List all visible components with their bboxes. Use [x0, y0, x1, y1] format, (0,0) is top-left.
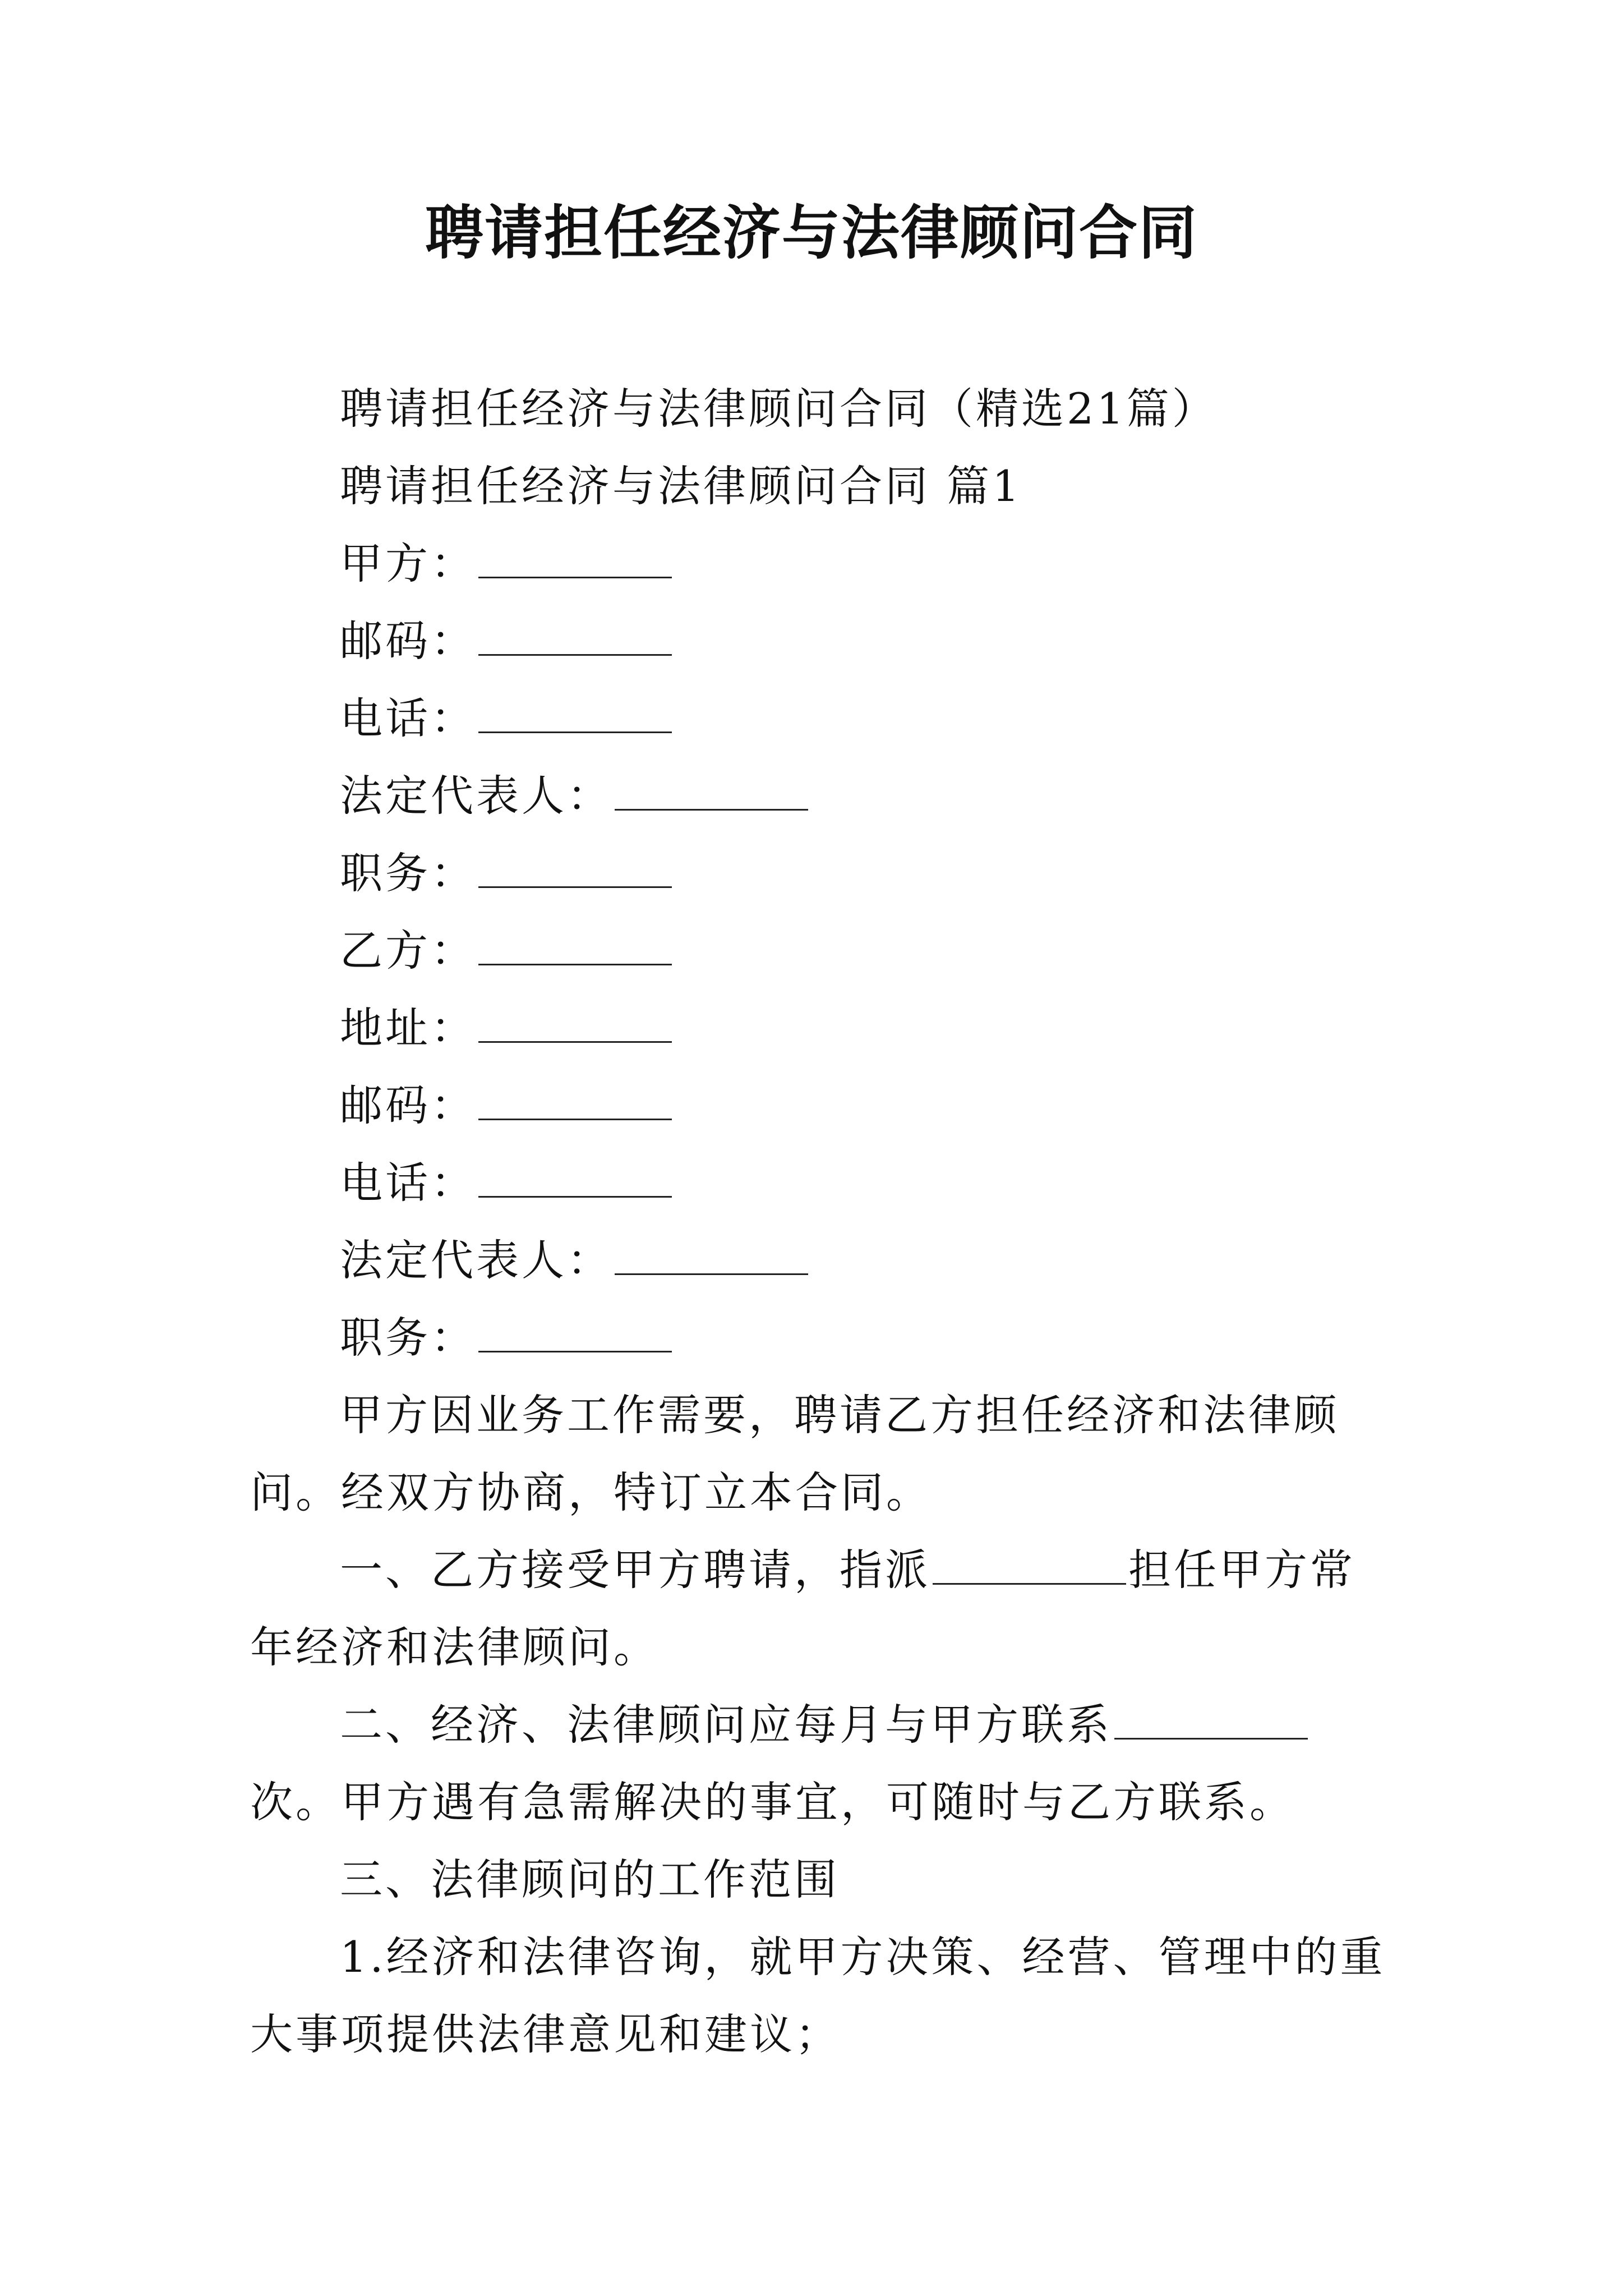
blank-line [1114, 1704, 1308, 1740]
field-label: 邮码： [340, 1080, 476, 1130]
field-label: 电话： [340, 1158, 476, 1208]
blank-line [478, 1317, 672, 1352]
blank-line [478, 930, 672, 965]
field-party-b-phone [340, 1144, 1394, 1222]
blank-line [478, 543, 672, 578]
field-party-a-phone [340, 680, 1394, 757]
field-label: 甲方： [340, 539, 476, 588]
field-label: 法定代表人： [340, 1235, 612, 1285]
clause-3-item-1: 1.经济和法律咨询，就甲方决策、经营、管理中的重大事项提供法律意见和建议； [250, 1932, 1386, 2059]
blank-line [478, 1085, 672, 1120]
field-party-a-representative [340, 757, 1394, 835]
document-title: 聘请担任经济与法律顾问合同 [425, 198, 1198, 267]
field-label: 乙方： [340, 926, 476, 976]
field-party-b-position [340, 1299, 1394, 1377]
field-label: 职务： [340, 848, 476, 898]
field-party-b-representative [340, 1222, 1394, 1299]
clause-1 [250, 1531, 1394, 1686]
field-label: 电话： [340, 693, 476, 743]
field-party-a-postcode [340, 602, 1394, 680]
field-party-b [340, 912, 1394, 990]
field-label: 邮码： [340, 616, 476, 666]
field-label: 法定代表人： [340, 771, 612, 821]
clause-1-text: 一、乙方接受甲方聘请，指派 [340, 1545, 930, 1595]
field-party-a [340, 525, 1394, 602]
blank-line [478, 1007, 672, 1043]
blank-line [615, 775, 808, 811]
blank-line [615, 1240, 808, 1275]
clause-1-text-end: 担任甲方常年经济和法律顾问。 [250, 1545, 1355, 1672]
field-party-b-postcode [340, 1067, 1394, 1144]
field-label: 地址： [340, 1003, 476, 1053]
blank-line [478, 1162, 672, 1198]
subtitle: 聘请担任经济与法律顾问合同（精选21篇） [340, 384, 1218, 434]
section-heading: 聘请担任经济与法律顾问合同 篇1 [340, 461, 1022, 511]
clause-2-text-end: 次。甲方遇有急需解决的事宜，可随时与乙方联系。 [250, 1777, 1295, 1827]
field-party-b-address [340, 990, 1394, 1067]
clause-2 [250, 1686, 1394, 1841]
blank-line [933, 1549, 1126, 1585]
blank-line [478, 698, 672, 733]
field-label: 职务： [340, 1313, 476, 1363]
intro-paragraph: 甲方因业务工作需要，聘请乙方担任经济和法律顾问。经双方协商，特订立本合同。 [250, 1390, 1339, 1517]
field-party-a-position [340, 835, 1394, 912]
blank-line [478, 620, 672, 656]
document-body [250, 370, 1394, 2073]
clause-2-text: 二、经济、法律顾问应每月与甲方联系 [340, 1700, 1112, 1750]
clause-3-heading: 三、法律顾问的工作范围 [340, 1855, 840, 1904]
blank-line [478, 853, 672, 888]
